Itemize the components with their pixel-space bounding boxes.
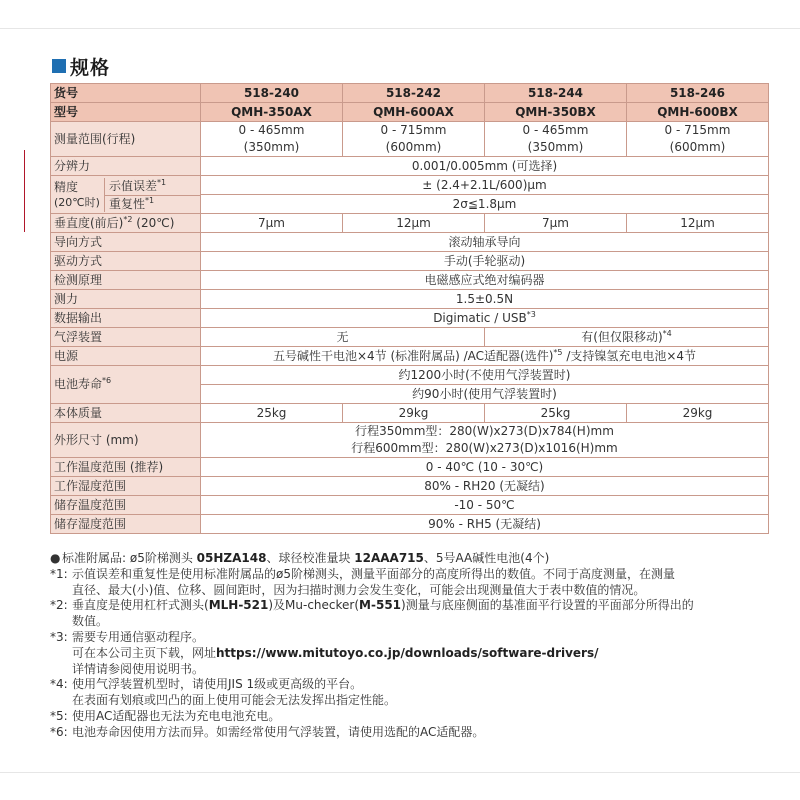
output-value: Digimatic / USB$^{*3}$ — [201, 309, 769, 328]
table-row-model — [51, 103, 769, 122]
model-cell: QMH-600BX — [627, 103, 769, 122]
footnote-3: *3: 需要专用通信驱动程序。 可在本公司主页下载，网址https://www.mitutoyo.co.jp/downloads/software-drivers/ 详情请参阅使用说明书。 — [50, 629, 599, 676]
detection-value: 电磁感应式绝对编码器 — [201, 271, 769, 290]
repeat-sup: *1 — [145, 195, 155, 205]
accuracy-temp-label: (20℃时) — [54, 195, 100, 209]
perpendicularity-cell: 12μm — [627, 214, 769, 233]
force-label: 测力 — [51, 290, 201, 309]
st-hum-label: 储存湿度范围 — [51, 515, 201, 534]
table-row-op-hum — [51, 477, 769, 496]
table-row-accuracy-indication — [51, 176, 769, 195]
indication-label-wrap — [105, 178, 200, 196]
guide-label: 导向方式 — [51, 233, 201, 252]
repeat-value: 2σ≦1.8μm — [201, 195, 769, 214]
spec-table — [50, 83, 769, 534]
indication-sup: *1 — [157, 177, 167, 187]
code-label: 货号 — [51, 84, 201, 103]
st-hum-value: 90% - RH5 (无凝结) — [201, 515, 769, 534]
range-cell: 0 - 715mm (600mm) — [627, 122, 769, 157]
footnotes — [50, 551, 780, 741]
op-temp-value: 0 - 40℃ (10 - 30℃) — [201, 458, 769, 477]
accuracy-label: 精度 — [54, 179, 79, 194]
dimensions-value: 行程350mm型：280(W)x273(D)x784(H)mm 行程600mm型：280(W)x273(D)x1016(H)mm — [201, 423, 769, 458]
code-cell: 518-244 — [485, 84, 627, 103]
bullet-icon: ● — [50, 551, 61, 565]
model-cell: QMH-350AX — [201, 103, 343, 122]
battery-value-2: 约90小时(使用气浮装置时) — [201, 385, 769, 404]
table-row-air — [51, 328, 769, 347]
force-value: 1.5±0.5N — [201, 290, 769, 309]
download-link[interactable]: https://www.mitutoyo.co.jp/downloads/software-drivers/ — [216, 645, 599, 660]
table-row-perpendicularity — [51, 214, 769, 233]
st-temp-label: 储存温度范围 — [51, 496, 201, 515]
model-cell: QMH-600AX — [343, 103, 485, 122]
model-cell: QMH-350BX — [485, 103, 627, 122]
range-cell: 0 - 465mm (350mm) — [201, 122, 343, 157]
title-square-icon — [52, 59, 66, 73]
mass-cell: 29kg — [343, 404, 485, 423]
model-label: 型号 — [51, 103, 201, 122]
table-row-st-hum — [51, 515, 769, 534]
table-row-detection — [51, 271, 769, 290]
op-hum-label: 工作湿度范围 — [51, 477, 201, 496]
footnote-1: *1: 示值误差和重复性是使用标准附属品的ø5阶梯测头，测量平面部分的高度所得出的数值。不同于高度测量，在测量 直径、最大(小)值、位移、圆间距时，因为扫描时测力会发生变化，可能会出现测量值大于表中数值的情况。 — [50, 566, 675, 597]
table-row-mass — [51, 404, 769, 423]
guide-value: 滚动轴承导向 — [201, 233, 769, 252]
repeat-label: 重复性 — [109, 196, 146, 211]
op-hum-value: 80% - RH20 (无凝结) — [201, 477, 769, 496]
table-row-resolution — [51, 157, 769, 176]
table-row-st-temp — [51, 496, 769, 515]
margin-marker — [24, 150, 25, 232]
indication-label: 示值误差 — [109, 178, 158, 193]
mass-cell: 25kg — [201, 404, 343, 423]
table-row-guide — [51, 233, 769, 252]
drive-value: 手动(手轮驱动) — [201, 252, 769, 271]
code-cell: 518-240 — [201, 84, 343, 103]
air-value-b: 有(但仅限移动)$^{*4}$ — [485, 328, 769, 347]
footnote-4: *4: 使用气浮装置机型时，请使用JIS 1级或更高级的平台。 在表面有划痕或凹凸的面上使用可能会无法发挥出指定性能。 — [50, 677, 397, 708]
indication-value: ± (2.4+2.1L/600)μm — [201, 176, 769, 195]
resolution-value: 0.001/0.005mm (可选择) — [201, 157, 769, 176]
mass-cell: 25kg — [485, 404, 627, 423]
output-label: 数据输出 — [51, 309, 201, 328]
perpendicularity-cell: 12μm — [343, 214, 485, 233]
perpendicularity-label: 垂直度(前后)$^{*2}$ (20℃) — [51, 214, 201, 233]
power-value: 五号碱性干电池×4节 (标准附属品) /AC适配器(选件)$^{*5}$ /支持镍氢充电电池×4节 — [201, 347, 769, 366]
table-row-output — [51, 309, 769, 328]
drive-label: 驱动方式 — [51, 252, 201, 271]
table-row-power — [51, 347, 769, 366]
accessories-note: ● 标准附属品: ø5阶梯测头 05HZA148、球径校准量块 12AAA715、5号AA碱性电池(4个) — [50, 551, 550, 565]
detection-label: 检测原理 — [51, 271, 201, 290]
resolution-label: 分辨力 — [51, 157, 201, 176]
mass-label: 本体质量 — [51, 404, 201, 423]
table-row-code — [51, 84, 769, 103]
mass-cell: 29kg — [627, 404, 769, 423]
code-cell: 518-242 — [343, 84, 485, 103]
range-cell: 0 - 465mm (350mm) — [485, 122, 627, 157]
perpendicularity-cell: 7μm — [485, 214, 627, 233]
accuracy-label-cell — [51, 176, 201, 214]
table-row-range — [51, 122, 769, 157]
power-label: 电源 — [51, 347, 201, 366]
section-heading — [52, 54, 110, 78]
dimensions-label: 外形尺寸 (mm) — [51, 423, 201, 458]
section-title: 规格 — [70, 56, 111, 79]
st-temp-value: -10 - 50℃ — [201, 496, 769, 515]
range-label: 测量范围(行程) — [51, 122, 201, 157]
battery-value-1: 约1200小时(不使用气浮装置时) — [201, 366, 769, 385]
top-divider — [0, 28, 800, 29]
table-row-force — [51, 290, 769, 309]
table-row-op-temp — [51, 458, 769, 477]
repeat-label-wrap — [105, 196, 200, 212]
air-label: 气浮装置 — [51, 328, 201, 347]
perpendicularity-cell: 7μm — [201, 214, 343, 233]
table-row-drive — [51, 252, 769, 271]
air-value-a: 无 — [201, 328, 485, 347]
footnote-2: *2: 垂直度是使用杠杆式测头(MLH-521)及Mu-checker(M-551)测量与底座侧面的基准面平行设置的平面部分所得出的 数值。 — [50, 598, 694, 629]
op-temp-label: 工作温度范围 (推荐) — [51, 458, 201, 477]
battery-label: 电池寿命$^{*6}$ — [51, 366, 201, 404]
range-cell: 0 - 715mm (600mm) — [343, 122, 485, 157]
bottom-divider — [0, 772, 800, 773]
footnote-6: *6: 电池寿命因使用方法而异。如需经常使用气浮装置，请使用选配的AC适配器。 — [50, 724, 485, 739]
table-row-battery-1 — [51, 366, 769, 385]
footnote-5: *5: 使用AC适配器也无法为充电电池充电。 — [50, 708, 281, 723]
table-row-dimensions — [51, 423, 769, 458]
code-cell: 518-246 — [627, 84, 769, 103]
